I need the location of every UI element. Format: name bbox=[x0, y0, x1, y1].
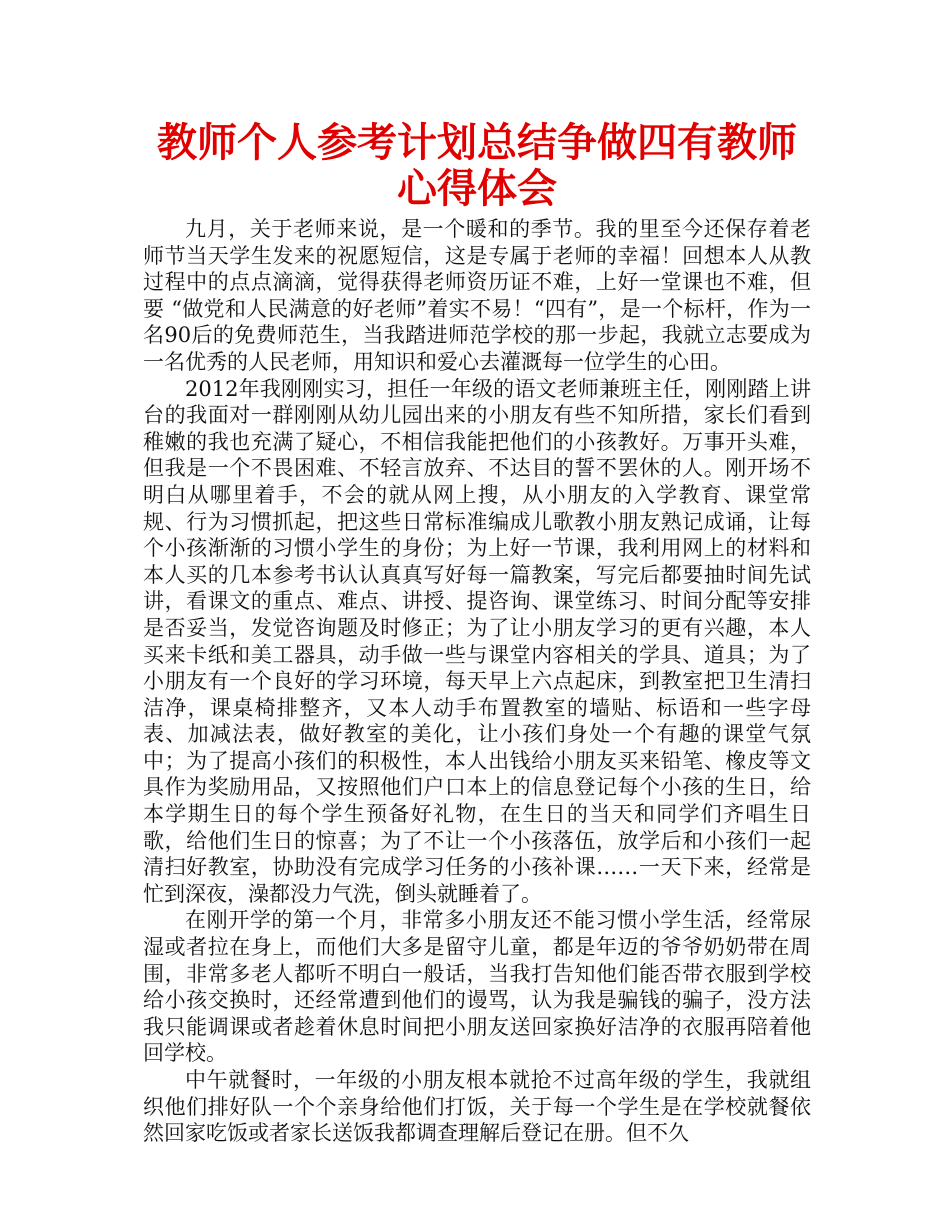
paragraph-2: 2012年我刚刚实习，担任一年级的语文老师兼班主任，刚刚踏上讲台的我面对一群刚刚从幼儿园出来的小朋友有些不知所措，家长们看到稚嫩的我也充满了疑心，不相信我能把他们的小孩教好。万事开头难，但我是一个不畏困难、不轻言放弃、不达目的誓不罢休的人。刚开场不明白从哪里着手，不会的就从网上搜，从小朋友的入学教育、课堂常规、行为习惯抓起，把这些日常标准编成儿歌教小朋友熟记成诵，让每个小孩渐渐的习惯小学生的身份；为上好一节课，我利用网上的材料和本人买的几本参考书认认真真写好每一篇教案，写完后都要抽时间先试讲，看课文的重点、难点、讲授、提咨询、课堂练习、时间分配等安排是否妥当，发觉咨询题及时修正；为了让小朋友学习的更有兴趣，本人买来卡纸和美工器具，动手做一些与课堂内容相关的学具、道具；为了小朋友有一个良好的学习环境，每天早上六点起床，到教室把卫生清扫洁净，课桌椅排整齐，又本人动手布置教室的墙贴、标语和一些字母表、加减法表，做好教室的美化，让小孩们身处一个有趣的课堂气氛中；为了提高小孩们的积极性，本人出钱给小朋友买来铅笔、橡皮等文具作为奖励用品，又按照他们户口本上的信息登记每个小孩的生日，给本学期生日的每个学生预备好礼物，在生日的当天和同学们齐唱生日歌，给他们生日的惊喜；为了不让一个小孩落伍，放学后和小孩们一起清扫好教室，协助没有完成学习任务的小孩补课……一天下来，经常是忙到深夜，澡都没力气洗，倒头就睡着了。 bbox=[143, 376, 811, 906]
paragraph-4: 中午就餐时，一年级的小朋友根本就抢不过高年级的学生，我就组织他们排好队一个个亲身给他们打饭，关于每一个学生是在学校就餐依然回家吃饭或者家长送饭我都调查理解后登记在册。但不久 bbox=[143, 1068, 811, 1146]
paragraph-3: 在刚开学的第一个月，非常多小朋友还不能习惯小学生活，经常尿湿或者拉在身上，而他们大多是留守儿童，都是年迈的爷爷奶奶带在周围，非常多老人都听不明白一般话，当我打告知他们能否带衣服到学校给小孩交换时，还经常遭到他们的谩骂，认为我是骗钱的骗子，没方法我只能调课或者趁着休息时间把小朋友送回家换好洁净的衣服再陪着他回学校。 bbox=[143, 908, 811, 1066]
document-page bbox=[143, 120, 811, 1147]
document-body bbox=[143, 216, 811, 1147]
document-title: 教师个人参考计划总结争做四有教师心得体会 bbox=[157, 120, 797, 212]
paragraph-1: 九月，关于老师来说，是一个暖和的季节。我的里至今还保存着老师节当天学生发来的祝愿短信，这是专属于老师的幸福！回想本人从教过程中的点点滴滴，觉得获得老师资历证不难，上好一堂课也不难，但要 “做党和人民满意的好老师”着实不易！“四有”，是一个标杆，作为一名90后的免费师范生，当我踏进师范学校的那一步起，我就立志要成为一名优秀的人民老师，用知识和爱心去灌溉每一位学生的心田。 bbox=[143, 217, 811, 374]
